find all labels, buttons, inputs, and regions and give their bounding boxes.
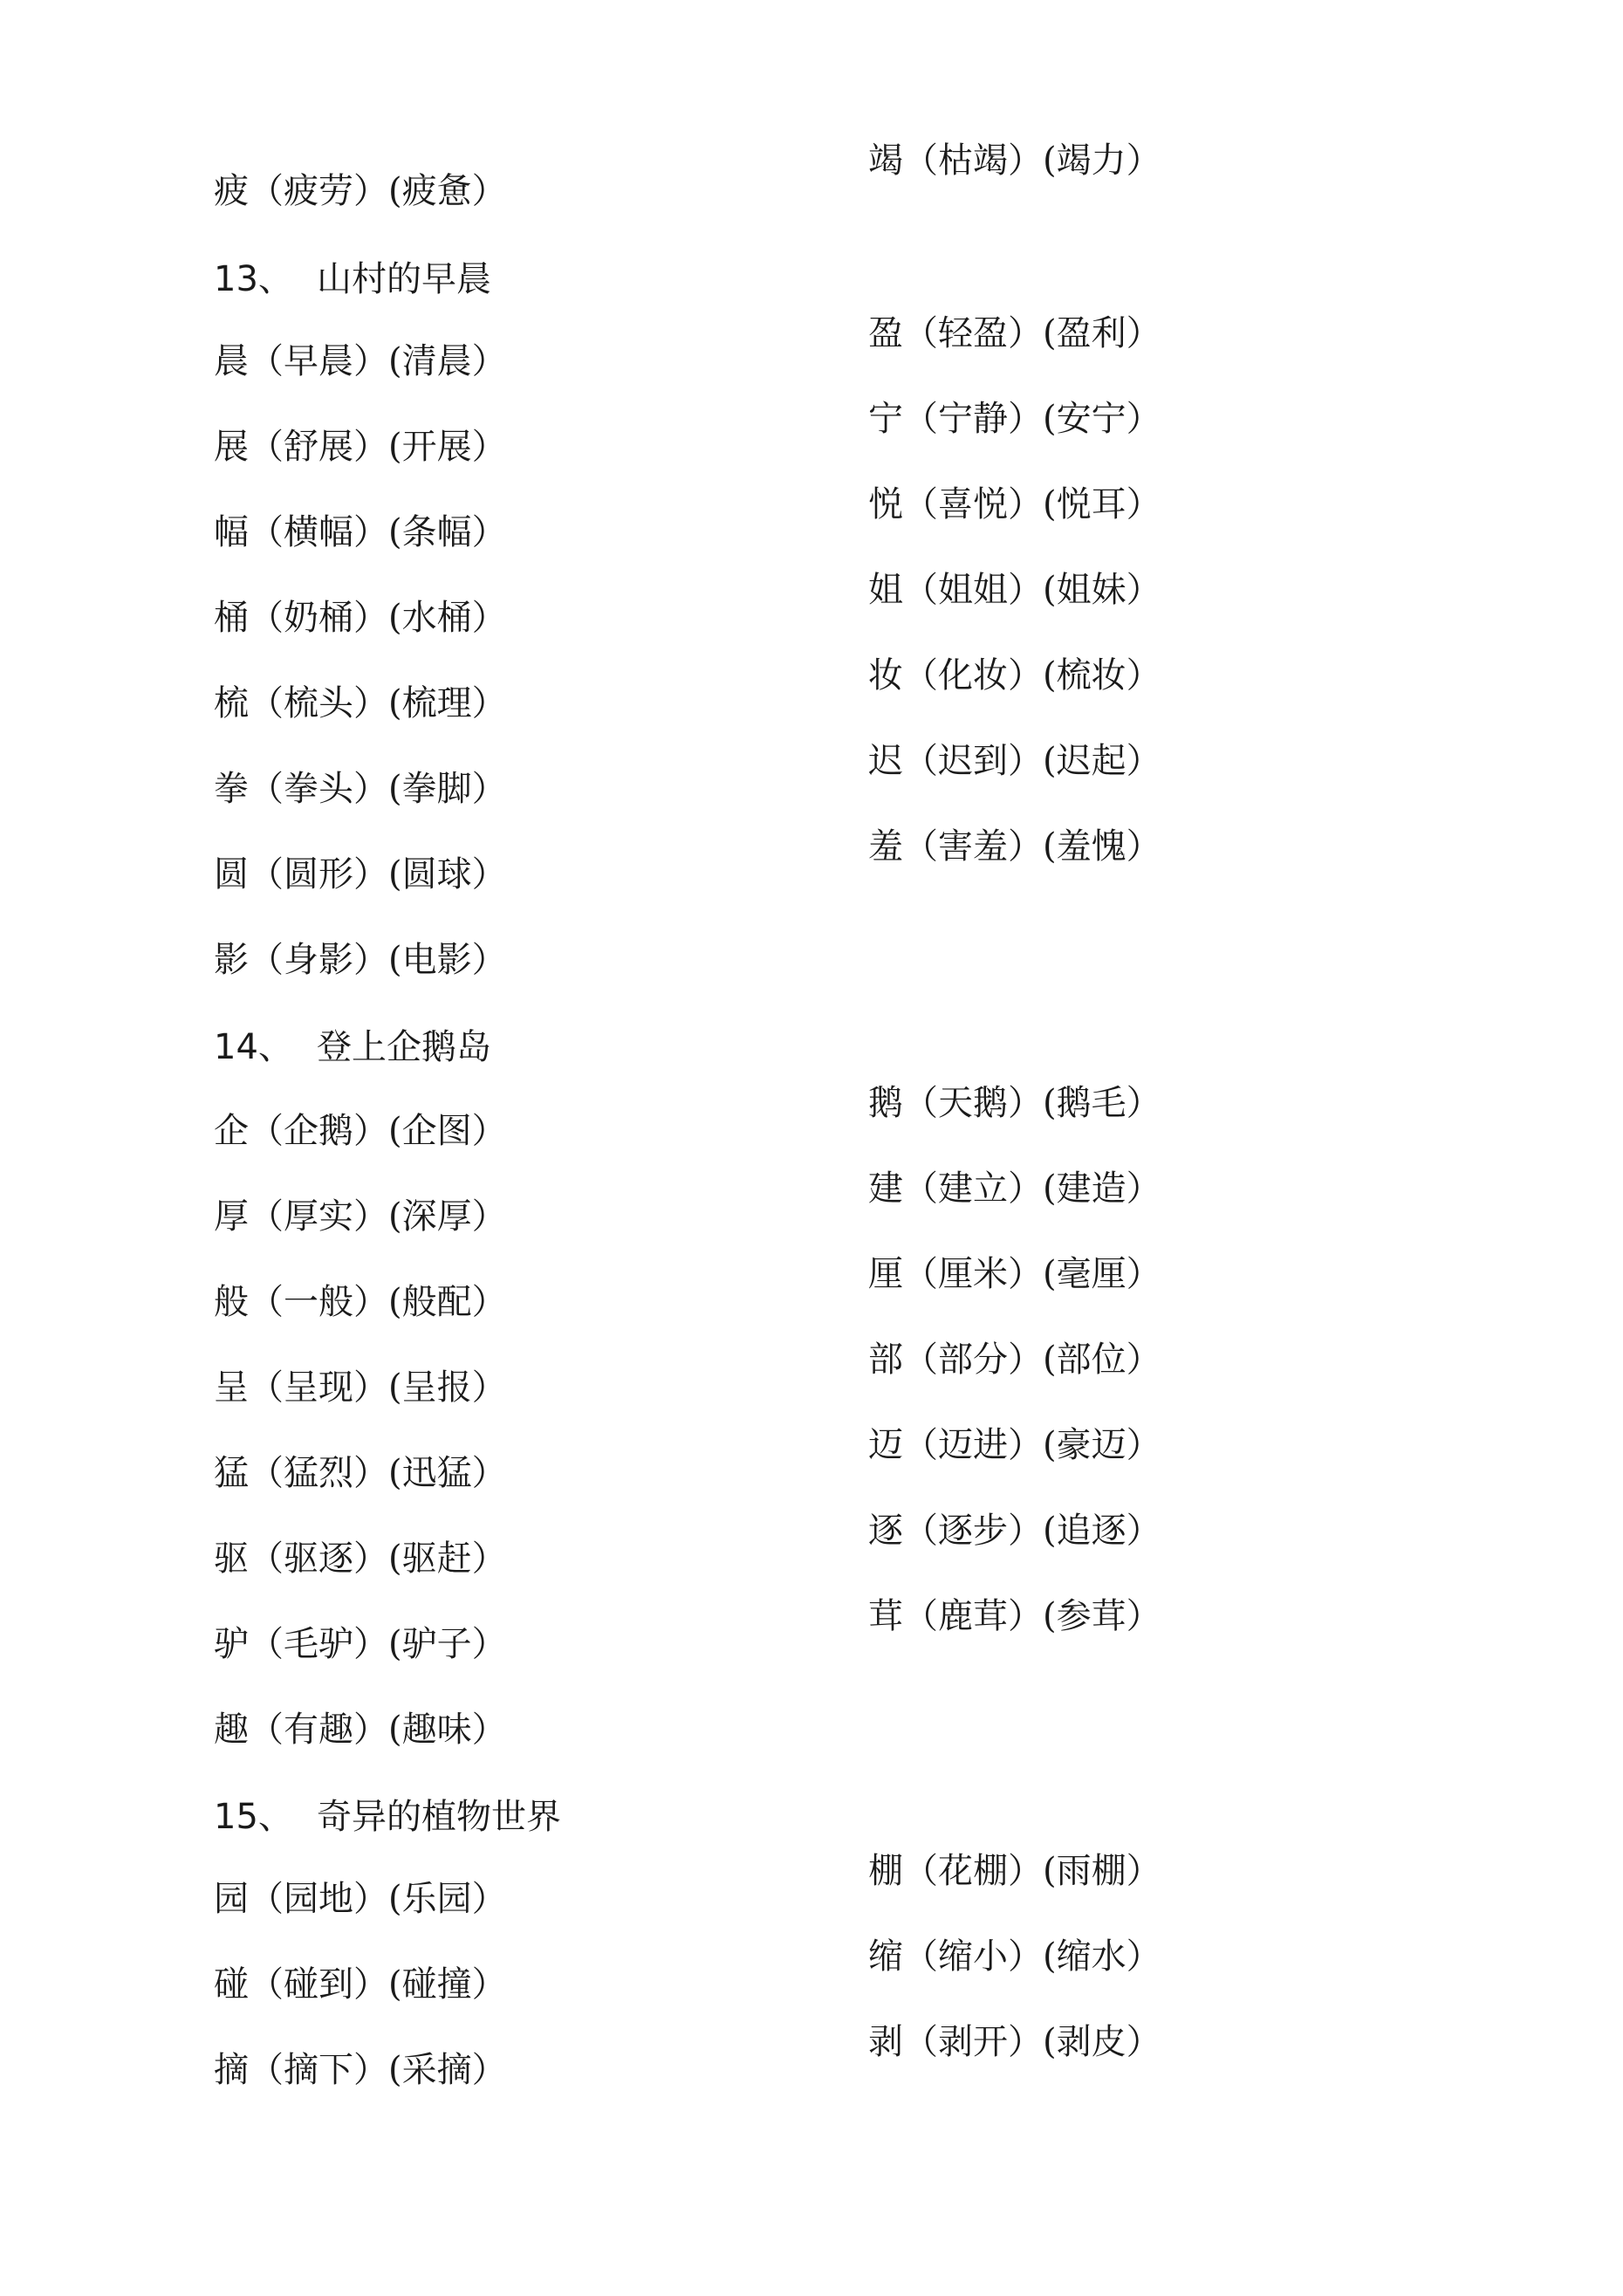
- vocab-entry: 茸（鹿茸）(参茸）: [868, 1596, 1161, 1636]
- vocab-entry: 竭（枯竭）(竭力）: [868, 141, 1161, 181]
- vocab-entry: 展（舒展）(开展）: [214, 427, 507, 467]
- vocab-entry: 幅（横幅）(条幅）: [214, 512, 507, 552]
- vocab-entry: 企（企鹅）(企图）: [214, 1111, 507, 1151]
- lesson-title: 奇异的植物世界: [317, 1797, 561, 1837]
- vocab-entry: 圆（圆形）(圆球）: [214, 854, 507, 894]
- vocab-entry: 般（一般）(般配）: [214, 1282, 507, 1322]
- vocab-entry: 碰（碰到）(碰撞）: [214, 1964, 507, 2005]
- vocab-entry: 迟（迟到）(迟起）: [868, 741, 1161, 781]
- lesson-title: 登上企鹅岛: [317, 1027, 491, 1067]
- vocab-entry: 猛（猛烈）(迅猛）: [214, 1453, 507, 1493]
- vocab-entry: 姐（姐姐）(姐妹）: [868, 570, 1161, 610]
- vocab-entry: 园（园地）(乐园）: [214, 1879, 507, 1919]
- vocab-entry: 呈（呈现）(呈报）: [214, 1367, 507, 1408]
- vocab-entry: 厘（厘米）(毫厘）: [868, 1254, 1161, 1294]
- vocab-entry: 厚（厚实）(深厚）: [214, 1196, 507, 1237]
- vocab-entry: 晨（早晨）(清晨）: [214, 341, 507, 381]
- vocab-entry: 羞（害羞）(羞愧）: [868, 826, 1161, 867]
- vocab-entry: 悦（喜悦）(悦耳）: [868, 484, 1161, 524]
- vocab-entry: 剥（剥开）(剥皮）: [868, 2022, 1161, 2062]
- vocab-entry: 宁（宁静）(安宁）: [868, 399, 1161, 439]
- vocab-entry: 建（建立）(建造）: [868, 1169, 1161, 1209]
- vocab-entry: 盈（轻盈）(盈利）: [868, 313, 1161, 353]
- vocab-entry: 拳（拳头）(拳脚）: [214, 769, 507, 809]
- lesson-heading: [214, 1796, 561, 1838]
- vocab-entry: 疲（疲劳）(疲惫）: [214, 171, 507, 211]
- vocab-entry: 逐（逐步）(追逐）: [868, 1511, 1161, 1551]
- vocab-entry: 梳（梳头）(梳理）: [214, 683, 507, 723]
- vocab-entry: 驴（毛驴）(驴子）: [214, 1624, 507, 1664]
- vocab-entry: 趣（有趣）(趣味）: [214, 1710, 507, 1750]
- vocab-entry: 缩（缩小）(缩水）: [868, 1936, 1161, 1977]
- vocab-entry: 驱（驱逐）(驱赶）: [214, 1539, 507, 1579]
- lesson-heading: [214, 258, 491, 300]
- lesson-title: 山村的早晨: [317, 259, 491, 299]
- vocab-entry: 迈（迈进）(豪迈）: [868, 1425, 1161, 1465]
- vocab-entry: 部（部分）(部位）: [868, 1340, 1161, 1380]
- vocab-entry: 摘（摘下）(采摘）: [214, 2050, 507, 2090]
- vocab-entry: 棚（花棚）(雨棚）: [868, 1851, 1161, 1891]
- lesson-number: 14、: [214, 1027, 293, 1067]
- lesson-heading: [214, 1026, 491, 1068]
- lesson-number: 13、: [214, 259, 293, 299]
- vocab-entry: 妆（化妆）(梳妆）: [868, 655, 1161, 696]
- lesson-number: 15、: [214, 1797, 293, 1837]
- vocab-entry: 影（身影）(电影）: [214, 940, 507, 980]
- vocab-entry: 鹅（天鹅）(鹅毛）: [868, 1083, 1161, 1123]
- vocab-entry: 桶（奶桶）(水桶）: [214, 598, 507, 638]
